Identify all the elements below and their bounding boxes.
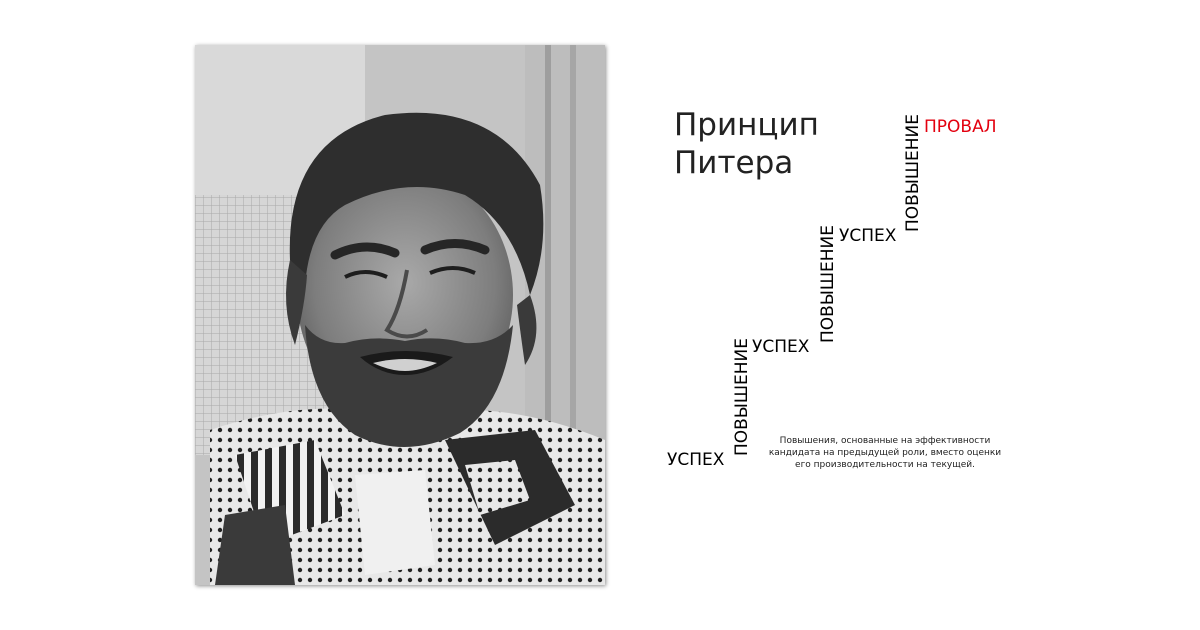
ladder-success-1: УСПЕХ: [667, 450, 725, 470]
ladder-failure: ПРОВАЛ: [924, 117, 997, 137]
ladder-promotion-3: ПОВЫШЕНИЕ: [903, 114, 923, 232]
ladder-success-2: УСПЕХ: [752, 337, 810, 357]
portrait-photo: [195, 45, 605, 585]
title-line-2: Питера: [674, 145, 794, 181]
description-note: Повышения, основанные на эффективности кандидата на предыдущей роли, вместо оценки его производительности на текущей.: [768, 436, 1002, 470]
ladder-success-3: УСПЕХ: [839, 226, 897, 246]
page-title: [674, 106, 819, 182]
portrait-illustration: [195, 45, 605, 585]
title-line-1: Принцип: [674, 107, 819, 143]
ladder-promotion-1: ПОВЫШЕНИЕ: [732, 338, 752, 456]
ladder-promotion-2: ПОВЫШЕНИЕ: [818, 225, 838, 343]
